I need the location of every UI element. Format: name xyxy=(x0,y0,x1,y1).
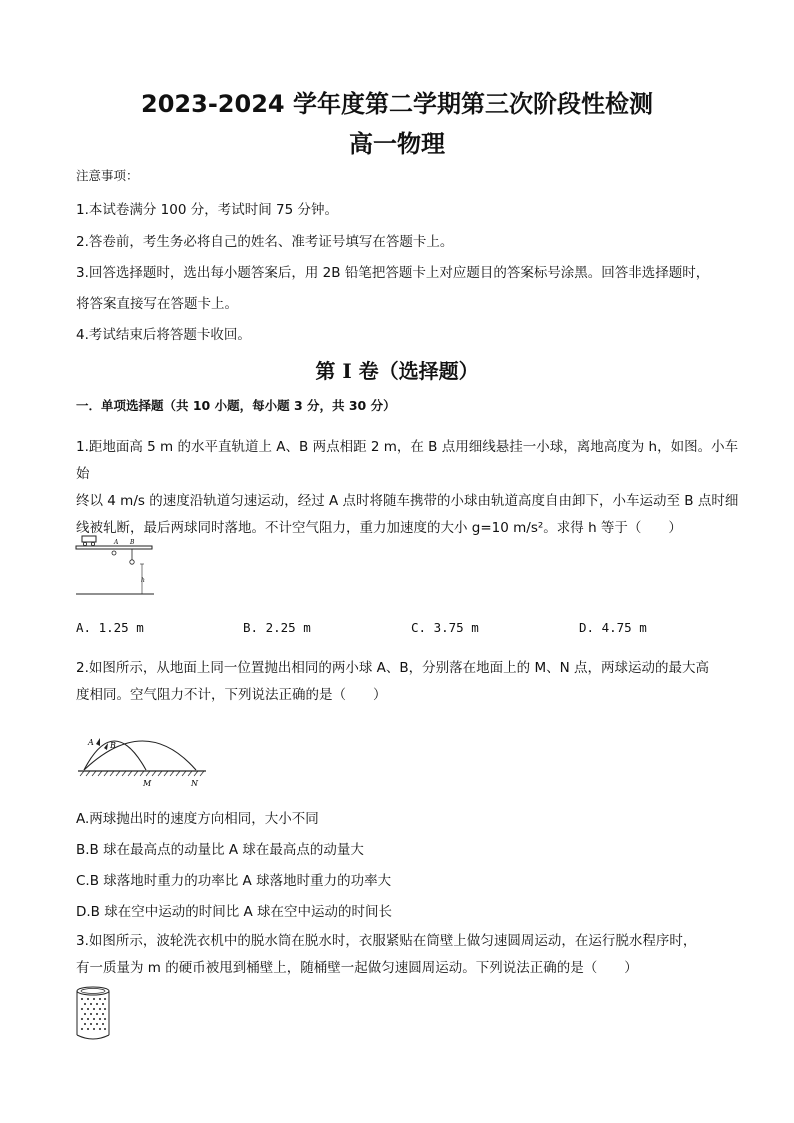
question-line: 终以 4 m/s 的速度沿轨道匀速运动，经过 A 点时将随车携带的小球由轨道高度自由卸下，小车运动至 B 点时细 xyxy=(76,493,739,509)
option-b: B. 2.25 m xyxy=(243,620,311,635)
question-1 xyxy=(76,434,744,542)
label-b: B xyxy=(130,539,135,546)
label-h: h xyxy=(141,577,145,584)
option-c: C. 3.75 m xyxy=(411,620,479,635)
question-2 xyxy=(76,655,744,709)
part-heading: 一．单项选择题（共 10 小题，每小题 3 分，共 30 分） xyxy=(76,398,396,413)
option-a: A. 1.25 m xyxy=(76,620,144,635)
question-line: 有一质量为 m 的硬币被甩到桶壁上，随桶壁一起做匀速圆周运动。下列说法正确的是（ ） xyxy=(76,960,638,976)
label-n: N xyxy=(191,779,198,788)
note-item: 将答案直接写在答题卡上。 xyxy=(76,296,238,312)
note-item: 1.本试卷满分 100 分，考试时间 75 分钟。 xyxy=(76,202,338,218)
section-title: 第 I 卷（选择题） xyxy=(315,359,479,383)
label-b: B xyxy=(110,741,116,750)
note-item: 4.考试结束后将答题卡收回。 xyxy=(76,327,251,343)
option-b: B.B 球在最高点的动量比 A 球在最高点的动量大 xyxy=(76,842,364,858)
label-a: A xyxy=(114,539,119,546)
notes-heading: 注意事项： xyxy=(76,168,139,183)
q2-figure xyxy=(74,718,210,790)
question-3 xyxy=(76,928,744,982)
question-line: 1.距地面高 5 m 的水平直轨道上 A、B 两点相距 2 m，在 B 点用细线悬挂一小球，离地高度为 h，如图。小车始 xyxy=(76,439,739,482)
label-a: A xyxy=(88,738,94,747)
q1-figure xyxy=(74,534,158,602)
note-item: 2.答卷前，考生务必将自己的姓名、准考证号填写在答题卡上。 xyxy=(76,234,454,250)
exam-subject: 高一物理 xyxy=(349,130,445,158)
question-line: 2.如图所示，从地面上同一位置抛出相同的两小球 A、B，分别落在地面上的 M、N 点，两球运动的最大高 xyxy=(76,660,709,676)
option-a: A.两球抛出时的速度方向相同，大小不同 xyxy=(76,811,319,827)
option-d: D.B 球在空中运动的时间比 A 球在空中运动的时间长 xyxy=(76,904,393,920)
exam-title: 2023-2024 学年度第二学期第三次阶段性检测 xyxy=(141,90,653,118)
label-m: M xyxy=(143,779,152,788)
option-c: C.B 球落地时重力的功率比 A 球落地时重力的功率大 xyxy=(76,873,392,889)
question-line: 线被轧断，最后两球同时落地。不计空气阻力，重力加速度的大小 g=10 m/s²。求得 h 等于（ ） xyxy=(76,520,682,536)
washer-drum-figure xyxy=(74,985,112,1043)
question-line: 3.如图所示，波轮洗衣机中的脱水筒在脱水时，衣服紧贴在筒壁上做匀速圆周运动，在运行脱水程序时， xyxy=(76,933,697,949)
option-d: D. 4.75 m xyxy=(579,620,647,635)
note-item: 3.回答选择题时，选出每小题答案后，用 2B 铅笔把答题卡上对应题目的答案标号涂黑。回答非选择题时， xyxy=(76,265,710,281)
question-line: 度相同。空气阻力不计，下列说法正确的是（ ） xyxy=(76,687,387,703)
